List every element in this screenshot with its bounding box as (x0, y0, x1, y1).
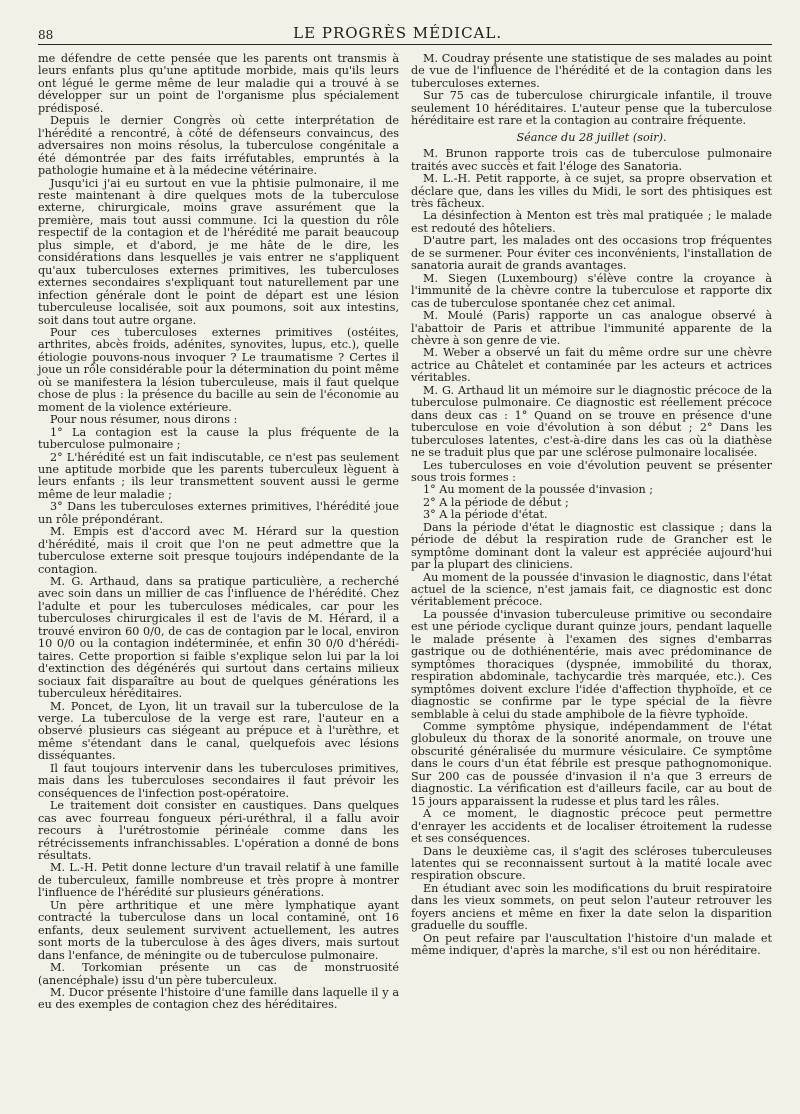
paragraph: Les tuberculoses en voie d'évolution peuvent se présenter sous trois formes : (411, 458, 772, 484)
paragraph: M. Brunon rapporte trois cas de tuberculose pulmonaire traités avec succès et fait l'éloge des Sanatoria. (411, 147, 772, 173)
paragraph: En étudiant avec soin les modifications du bruit respiratoire dans les vieux sommets, on peut selon l'auteur retrouver les foyers anciens et même en fixer la date selon la disparition graduelle du souffle. (411, 881, 772, 933)
page-number: 88 (38, 28, 54, 42)
left-column (38, 53, 399, 1012)
paragraph: La désinfection à Menton est très mal pratiquée ; le malade est redouté des hôteliers. (411, 209, 772, 235)
page-header (38, 20, 772, 45)
paragraph: M. Moulé (Paris) rapporte un cas analogue observé à l'abattoir de Paris et attribue l'immunité apparente de la chèvre à son genre de vie. (411, 309, 772, 347)
paragraph: Dans la période d'état le diagnostic est classique ; dans la période de début la respiration rude de Grancher est le symptôme dominant dont la valeur est appréciée aujourd'hui par la plupart des cliniciens. (411, 520, 772, 572)
paragraph: M. Siegen (Luxembourg) s'élève contre la croyance à l'immunité de la chèvre contre la tuberculose et rapporte dix cas de tuberculose spontanée chez cet animal. (411, 271, 772, 310)
paragraph: M. Poncet, de Lyon, lit un travail sur la tuberculose de la verge. La tuberculose de la verge est rare, l'auteur en a observé plusieurs cas siégeant au prépuce et à l'urèthre, et même s'étendant dans le canal, quelquefois avec lésions disséquantes. (38, 699, 399, 763)
paragraph: 1° La contagion est la cause la plus fréquente de la tuberculose pulmonaire ; (38, 425, 399, 452)
paragraph: 2° A la période de début ; (423, 495, 569, 509)
paragraph: Pour ces tuberculoses externes primitives (ostéites, arthrites, abcès froids, adénites, synovites, lupus, etc.), quelle étiologie pouvons-nous invoquer ? Le traumatisme ? Certes il joue un rôle considérable pour la détermination du point même où se manifestera la lésion tuberculeuse, mais il faut quelque chose de plus : la présence du bacille au sein de l'économie au moment de la violence extérieure. (38, 325, 399, 414)
paragraph: 3° Dans les tuberculoses externes primitives, l'hérédité joue un rôle prépondérant. (38, 500, 399, 526)
paragraph: D'autre part, les malades ont des occasions trop fréquentes de se surmener. Pour éviter ces inconvénients, l'installation de sanatoria aurait de grands avantages. (411, 234, 772, 273)
paragraph: M. Empis est d'accord avec M. Hérard sur la question d'hérédité, mais il croit que l'on ne peut admettre que la tuberculose externe soit presque toujours indépendante de la contagion. (38, 525, 399, 576)
paragraph: Un père arthritique et une mère lymphatique ayant contracté la tuberculose dans un local contaminé, ont 16 enfants, deux seulement survivent actuellement, les autres sont morts de la tuberculose à des âges divers, mais surtout dans l'enfance, de méningite ou de tuberculose pulmonaire. (38, 898, 399, 962)
paragraph: 3° A la période d'état. (423, 508, 548, 522)
paragraph: M. Coudray présente une statistique de ses malades au point de vue de l'influence de l'hérédité et de la contagion dans les tuberculoses externes. (411, 52, 772, 90)
paragraph: Au moment de la poussée d'invasion le diagnostic, dans l'état actuel de la science, n'est jamais fait, ce diagnostic est donc véritablement précoce. (411, 570, 772, 609)
paragraph: 1° Au moment de la poussée d'invasion ; (423, 483, 654, 497)
paragraph: Depuis le dernier Congrès où cette interprétation de l'hérédité a rencontré, à côté de défenseurs convaincus, des adversaires non moins résolus, la tuberculose congénitale a été démontrée par des faits irréfutables, empruntés à la pathologie humaine et à la médecine vétérinaire. (38, 114, 399, 178)
paragraph: Il faut toujours intervenir dans les tuberculoses primitives, mais dans les tuberculoses secondaires il faut prévoir les conséquences de l'infection post-opératoire. (38, 761, 399, 800)
paragraph: A ce moment, le diagnostic précoce peut permettre d'enrayer les accidents et de localiser étroitement la rudesse et ses conséquences. (411, 807, 772, 846)
paragraph: M. Ducor présente l'histoire d'une famille dans laquelle il y a eu des exemples de contagion chez des héréditaires. (38, 985, 399, 1012)
paragraph: M. Weber a observé un fait du même ordre sur une chèvre actrice au Châtelet et contaminée par les acteurs et actrices véritables. (411, 346, 772, 385)
paragraph: Jusqu'ici j'ai eu surtout en vue la phtisie pulmonaire, il me reste maintenant à dire quelques mots de la tuberculose externe, chirurgicale, moins grave assurément que la première, mais tout aussi commune. Ici la question du rôle respectif de la contagion et de l'hérédité me parait beaucoup plus simple, et d'abord, je me hâte de le dire, les considérations dans lesquelles je vais entrer ne s'appliquent qu'aux tuberculoses externes primitives, les tuberculoses externes secondaires s'expliquant tout naturellement par une infection générale dont le point de départ est une lésion tuberculeuse localisée, soit aux poumons, soit aux intestins, soit dans tout autre organe. (38, 176, 399, 327)
paragraph: me défendre de cette pensée que les parents ont transmis à leurs enfants plus qu'une aptitude morbide, mais qu'ils leurs ont légué le germe même de leur maladie qui a trouvé à se développer sur un point de l'organisme plus spécialement prédisposé. (38, 52, 399, 115)
paragraph: M. L.-H. Petit rapporte, à ce sujet, sa propre observation et déclare que, dans les villes du Midi, le sort des phtisiques est très fâcheux. (411, 172, 772, 210)
paragraph: M. Torkomian présente un cas de monstruosité (anencéphale) issu d'un père tuberculeux. (38, 961, 399, 987)
paragraph: La poussée d'invasion tuberculeuse primitive ou secondaire est une période cyclique durant quinze jours, pendant laquelle le malade présente à l'examen des signes d'embarras gastrique ou de dothiénentérie, mais avec prédominance de symptômes thoraciques (dyspnée, immobilité du thorax, respiration abdominale, tachycardie très marquée, etc.). Ces symptômes doivent exclure l'idée d'affection thyphoïde, et ce diagnostic se confirme par le type spécial de la fièvre semblable à celui du stade amphibole de la fièvre typhoïde. (411, 607, 772, 721)
two-column-body (38, 53, 772, 1012)
right-column (411, 53, 772, 1012)
session-heading: Séance du 28 juillet (soir). (516, 130, 667, 144)
paragraph: Sur 75 cas de tuberculose chirurgicale infantile, il trouve seulement 10 héréditaires. L'auteur pense que la tuberculose héréditaire est rare et la contagion au contraire fréquente. (411, 89, 772, 128)
paragraph: M. G. Arthaud, dans sa pratique particulière, a recherché avec soin dans un millier de cas l'influence de l'hérédité. Chez l'adulte et pour les tuberculoses médicales, car pour les tuberculoses chirurgicales il est de l'avis de M. Hérard, il a trouvé environ 60 0/0, de cas de contagion par le local, environ 10 0/0 ou la contagion indéterminée, et enfin 30 0/0 d'hérédi-taires. Cette proportion si faible s'explique selon lui par la loi d'extinction des dégénérés qui surtout dans certains milieux sociaux fait disparaître au bout de quelques générations les tuberculeux héréditaires. (38, 575, 399, 701)
paragraph: Comme symptôme physique, indépendamment de l'état globuleux du thorax de la sonorité anormale, on trouve une obscurité généralisée du murmure vésiculaire. Ce symptôme dans le cours d'un état fébrile est presque pathognomonique. Sur 200 cas de poussée d'invasion il n'a que 3 erreurs de diagnostic. La vérification est d'ailleurs facile, car au bout de 15 jours apparaissent la rudesse et plus tard les râles. (411, 720, 772, 808)
journal-title: LE PROGRÈS MÉDICAL. (293, 24, 503, 42)
paragraph: On peut refaire par l'auscultation l'histoire d'un malade et même indiquer, d'après la marche, s'il est ou non héréditaire. (411, 931, 772, 958)
paragraph: Dans le deuxième cas, il s'agit des scléroses tuberculeuses latentes qui se reconnaissent surtout à la matité locale avec respiration obscure. (411, 844, 772, 883)
paragraph: Pour nous résumer, nous dirons : (50, 413, 238, 427)
paragraph: M. G. Arthaud lit un mémoire sur le diagnostic précoce de la tuberculose pulmonaire. Ce diagnostic est réellement précoce dans deux cas : 1° Quand on se trouve en présence d'une tuberculose en voie d'évolution à son début ; 2° Dans les tuberculoses latentes, c'est-à-dire dans les cas où la diathèse ne se traduit plus que par une sclérose pulmonaire localisée. (411, 383, 772, 460)
paragraph: M. L.-H. Petit donne lecture d'un travail relatif à une famille de tuberculeux, famille nombreuse et très propre à montrer l'influence de l'hérédité sur plusieurs générations. (38, 861, 399, 900)
paragraph: 2° L'hérédité est un fait indiscutable, ce n'est pas seulement une aptitude morbide que les parents tuberculeux lèguent à leurs enfants ; ils leur transmettent souvent aussi le germe même de leur maladie ; (38, 450, 399, 501)
paragraph: Le traitement doit consister en caustiques. Dans quelques cas avec fourreau fongueux péri-uréthral, il a fallu avoir recours à l'urétrostomie périnéale comme dans les rétrécissements infranchissables. L'opération a donné de bons résultats. (38, 799, 399, 862)
